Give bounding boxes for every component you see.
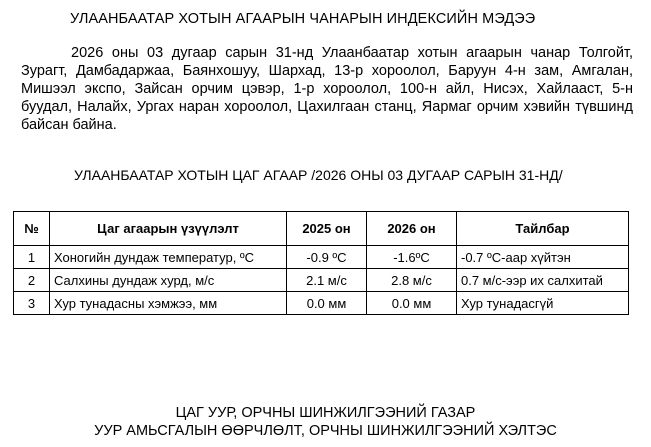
- cell-note: Хур тунадасгүй: [457, 292, 629, 315]
- table-header-row: [14, 212, 629, 246]
- table-row: [14, 246, 629, 269]
- header-note: Тайлбар: [457, 212, 629, 246]
- header-2025: 2025 он: [287, 212, 367, 246]
- cell-no: 2: [14, 269, 50, 292]
- weather-title: УЛААНБААТАР ХОТЫН ЦАГ АГААР /2026 ОНЫ 03 ДУГААР САРЫН 31-НД/: [74, 167, 563, 183]
- cell-no: 3: [14, 292, 50, 315]
- cell-indicator: Салхины дундаж хурд, м/с: [50, 269, 287, 292]
- cell-note: 0.7 м/с-ээр их салхитай: [457, 269, 629, 292]
- header-2026: 2026 он: [367, 212, 457, 246]
- table-row: [14, 269, 629, 292]
- cell-2025: -0.9 ºС: [287, 246, 367, 269]
- cell-indicator: Хур тунадасны хэмжээ, мм: [50, 292, 287, 315]
- table-row: [14, 292, 629, 315]
- cell-no: 1: [14, 246, 50, 269]
- document-title: УЛААНБААТАР ХОТЫН АГААРЫН ЧАНАРЫН ИНДЕКСИЙН МЭДЭЭ: [70, 11, 536, 27]
- weather-table: [13, 211, 629, 315]
- footer-department: УУР АМЬСГАЛЫН ӨӨРЧЛӨЛТ, ОРЧНЫ ШИНЖИЛГЭЭНИЙ ХЭЛТЭС: [94, 423, 557, 439]
- cell-note: -0.7 ºС-аар хүйтэн: [457, 246, 629, 269]
- air-quality-paragraph: 2026 оны 03 дугаар сарын 31-нд Улаанбаатар хотын агаарын чанар Толгойт, Зурагт, Дамбадаржаа, Баянхошуу, Шархад, 13-р хороолол, Баруун 4-н зам, Амгалан, Мишээл экспо, Зайсан орчим цэвэр, 1-р хороолол, 100-н айл, Нисэх, Хайлааст, 5-н буудал, Налайх, Ургах наран хороолол, Цахилгаан станц, Яармаг орчим хэвийн түвшинд байсан байна.: [21, 45, 633, 133]
- cell-2026: 0.0 мм: [367, 292, 457, 315]
- footer: [0, 404, 651, 440]
- footer-agency: ЦАГ УУР, ОРЧНЫ ШИНЖИЛГЭЭНИЙ ГАЗАР: [175, 405, 476, 421]
- header-no: №: [14, 212, 50, 246]
- cell-2026: 2.8 м/с: [367, 269, 457, 292]
- cell-2025: 2.1 м/с: [287, 269, 367, 292]
- header-indicator: Цаг агаарын үзүүлэлт: [50, 212, 287, 246]
- cell-2026: -1.6ºС: [367, 246, 457, 269]
- cell-2025: 0.0 мм: [287, 292, 367, 315]
- cell-indicator: Хоногийн дундаж температур, ºС: [50, 246, 287, 269]
